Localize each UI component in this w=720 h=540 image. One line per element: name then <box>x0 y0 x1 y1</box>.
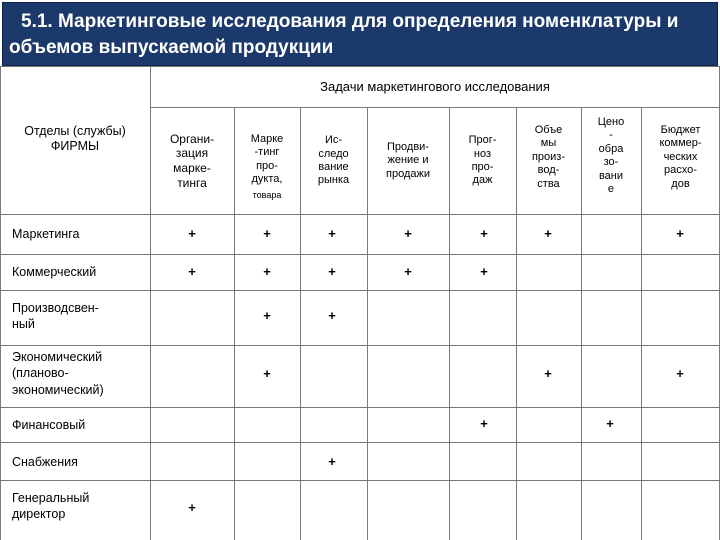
col-header-pricing <box>581 108 641 214</box>
col7-l4: зо- <box>603 156 619 169</box>
mark-r2-c4: + <box>404 264 412 279</box>
mark-r1-c2: + <box>263 226 271 241</box>
col1-l4: тинга <box>177 175 207 190</box>
row4-l2: (планово- <box>12 366 69 381</box>
departments-header <box>0 108 150 214</box>
col3-l3: вание <box>318 161 349 173</box>
col-header-production-volume <box>516 108 581 214</box>
col6-l2: мы <box>540 137 557 150</box>
mark-r1-c1: + <box>188 226 196 241</box>
col-header-promotion-sales <box>367 108 449 214</box>
row-label-financial <box>12 417 85 433</box>
mark-r1-c5: + <box>480 226 488 241</box>
col2-l4: дукта, <box>251 172 283 185</box>
mark-r1-c4: + <box>404 226 412 241</box>
mark-r3-c2: + <box>263 308 271 323</box>
row-label-commercial <box>12 264 96 280</box>
row-label-production <box>12 300 99 333</box>
col4-l1: Продви- <box>387 140 429 153</box>
mark-r1-c8: + <box>676 226 684 241</box>
row7-l1: Генеральный <box>12 491 90 505</box>
col7-l2: - <box>609 129 613 142</box>
col2-l2: -тинг <box>254 146 280 159</box>
row3-l2: ный <box>12 317 35 332</box>
col2-l1: Марке <box>250 132 284 145</box>
col6-l5: ства <box>537 177 560 190</box>
row6-l1: Снабжения <box>12 455 78 469</box>
col1-l2: зация <box>175 146 209 161</box>
col1-l3: марке- <box>173 161 211 175</box>
row3-l1: Производсвен- <box>12 301 99 315</box>
row-label-general-director <box>12 490 89 523</box>
mark-r3-c3: + <box>328 308 336 323</box>
mark-r2-c2: + <box>263 264 271 279</box>
row4-l3: экономический) <box>12 382 104 397</box>
mark-r1-c3: + <box>328 226 336 241</box>
mark-r2-c1: + <box>188 264 196 279</box>
col8-l2: коммер- <box>659 137 702 150</box>
col3-l1: Ис- <box>324 134 343 147</box>
col4-l2: жение и <box>387 154 429 167</box>
col5-l2: ноз <box>473 147 492 160</box>
mark-r2-c5: + <box>480 264 488 279</box>
col-header-product-marketing <box>234 108 300 214</box>
col6-l4: вод- <box>537 164 560 177</box>
col8-l4: расхо- <box>664 164 697 177</box>
row1-l1: Маркетинга <box>12 227 80 241</box>
mark-r5-c7: + <box>606 416 614 431</box>
col8-l5: дов <box>671 177 690 190</box>
mark-r2-c3: + <box>328 264 336 279</box>
col-header-org-marketing <box>150 108 234 214</box>
row-label-marketing <box>12 226 79 242</box>
col5-l4: даж <box>472 174 493 187</box>
mark-r7-c1: + <box>188 500 196 515</box>
mark-r5-c5: + <box>480 416 488 431</box>
mark-r4-c8: + <box>676 366 684 381</box>
row-label-supply <box>12 454 78 470</box>
col5-l3: про- <box>471 161 494 173</box>
mark-r4-c6: + <box>544 366 552 381</box>
col-header-market-research <box>300 108 367 214</box>
col4-l3: продажи <box>386 167 430 180</box>
mark-r4-c2: + <box>263 366 271 381</box>
row2-l1: Коммерческий <box>12 265 97 279</box>
slide-title-bar <box>2 2 718 66</box>
row-label-economic <box>12 349 104 398</box>
col2-l3: про- <box>256 159 278 172</box>
row4-l1: Экономический <box>12 350 103 364</box>
col7-l1: Цено <box>597 116 625 128</box>
col3-l2: следо <box>318 147 349 160</box>
col5-l1: Прог- <box>468 134 497 147</box>
col-header-sales-forecast <box>449 108 516 214</box>
col8-l3: ческих <box>663 150 698 163</box>
row7-l2: директор <box>12 507 66 522</box>
col2-note: товара <box>252 190 282 201</box>
departments-header-label: Отделы (службы) ФИРМЫ <box>24 124 126 154</box>
col6-l1: Объе <box>534 124 563 136</box>
slide-title-line-1: 5.1. Маркетинговые исследования для определения номенклатуры и <box>21 11 679 32</box>
col3-l4: рынка <box>317 174 350 187</box>
mark-r6-c3: + <box>328 454 336 469</box>
col7-l6: е <box>607 183 615 196</box>
col7-l5: вани <box>598 169 624 182</box>
slide-title-line-2: объемов выпускаемой продукции <box>9 37 334 58</box>
col8-l1: Бюджет <box>660 124 701 136</box>
mark-r1-c6: + <box>544 226 552 241</box>
col1-l1: Органи- <box>169 131 215 146</box>
col7-l3: обра <box>598 142 624 155</box>
tasks-group-header: Задачи маркетингового исследования <box>320 79 550 95</box>
row5-l1: Финансовый <box>12 418 86 432</box>
col-header-commercial-budget <box>641 108 720 214</box>
col6-l3: произ- <box>531 150 566 163</box>
